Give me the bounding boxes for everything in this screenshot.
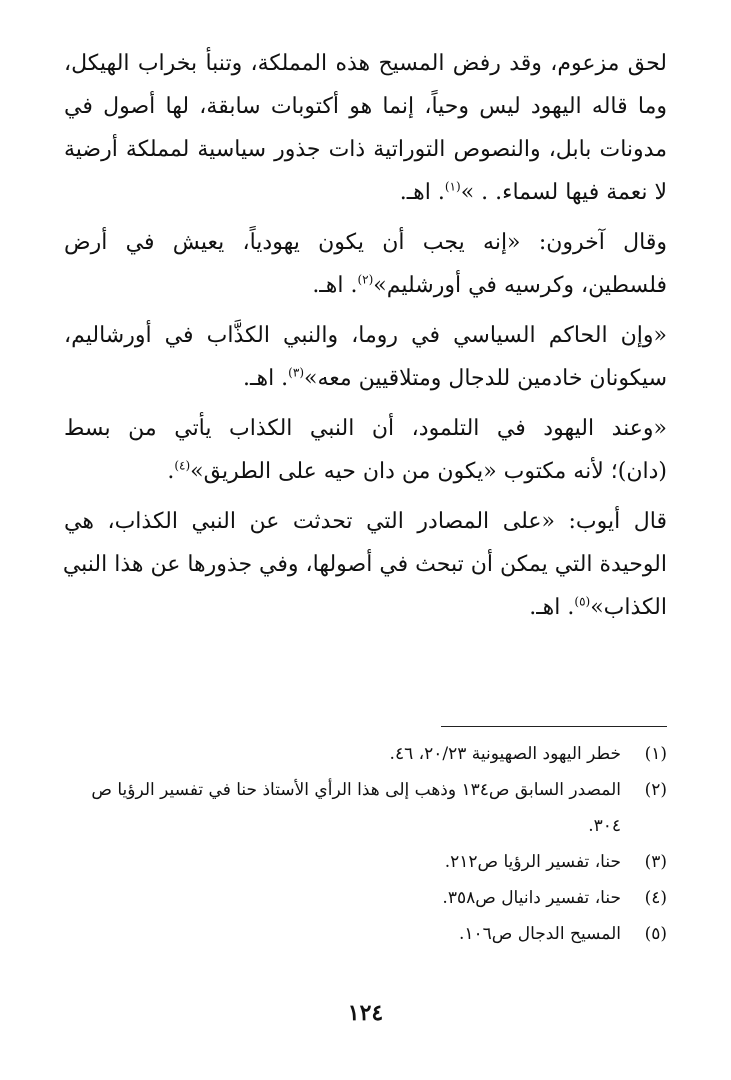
footnote-3: [64, 844, 667, 880]
text-fragment: لا نعمة فيها لسماء. . »: [460, 180, 667, 205]
text-fragment: فلسطين، وكرسيه في أورشليم»: [373, 273, 667, 298]
paragraph-5: [64, 500, 667, 629]
footnote-ref-2[interactable]: (٢): [357, 272, 374, 287]
page-number: ١٢٤: [347, 1000, 384, 1026]
text-line: مدونات بابل، والنصوص التوراتية ذات جذور سياسية لمملكة أرضية: [64, 137, 667, 162]
text-line: وقال آخرون: «إنه يجب أن يكون يهودياً، يعيش في أرض: [64, 230, 667, 255]
footnote-text: المسيح الدجال ص١٠٦.: [458, 924, 621, 944]
text-line: الوحيدة التي يمكن أن تبحث في أصولها، وفي جذورها عن هذا النبي: [62, 552, 667, 577]
footnote-ref-1[interactable]: (١): [444, 179, 461, 194]
footnote-5: [64, 916, 667, 952]
footnote-number: (١): [644, 744, 667, 764]
footnote-text: خطر اليهود الصهيونية ٢٠/٢٣، ٤٦.: [389, 744, 621, 764]
paragraph-1: [64, 42, 667, 214]
footnote-4: [64, 880, 667, 916]
text-line: لحق مزعوم، وقد رفض المسيح هذه المملكة، وتنبأ بخراب الهيكل،: [64, 51, 667, 76]
text-tail: . اهـ.: [529, 595, 575, 620]
footnote-number: (٢): [644, 780, 667, 800]
text-line-last: [64, 357, 667, 400]
text-tail: . اهـ.: [399, 180, 445, 205]
text-tail: . اهـ.: [243, 366, 289, 391]
footnote-number: (٥): [644, 924, 667, 944]
footnote-number: (٤): [644, 888, 667, 908]
paragraph-2: [64, 221, 667, 307]
text-line: وما قاله اليهود ليس وحياً، إنما هو أكتوبات سابقة، لها أصول في: [64, 94, 667, 119]
text-line: «وإن الحاكم السياسي في روما، والنبي الكذَّاب في أورشاليم،: [64, 323, 667, 348]
text-line-last: [64, 586, 667, 629]
text-fragment: الكذاب»: [590, 595, 667, 620]
text-tail: .: [167, 459, 175, 484]
text-line: «وعند اليهود في التلمود، أن النبي الكذاب يأتي من بسط: [64, 416, 667, 441]
footnote-2: [64, 772, 667, 844]
text-fragment: (دان)؛ لأنه مكتوب «يكون من دان حيه على الطريق»: [190, 459, 667, 484]
footnote-ref-5[interactable]: (٥): [574, 594, 591, 609]
paragraph-4: [64, 407, 667, 493]
text-tail: . اهـ.: [312, 273, 358, 298]
footnote-text: حنا، تفسير دانيال ص٣٥٨.: [442, 888, 621, 908]
main-text: [64, 42, 667, 636]
footnote-ref-4[interactable]: (٤): [174, 458, 191, 473]
text-line: قال أيوب: «على المصادر التي تحدثت عن النبي الكذاب، هي: [64, 509, 667, 534]
footnote-1: [64, 736, 667, 772]
text-line-last: [64, 264, 667, 307]
footnote-text: المصدر السابق ص١٣٤ وذهب إلى هذا الرأي الأستاذ حنا في تفسير الرؤيا ص ٣٠٤.: [91, 780, 621, 836]
footnotes: [64, 736, 667, 952]
footnote-ref-3[interactable]: (٣): [288, 365, 304, 380]
footnote-divider: [441, 726, 667, 727]
footnote-number: (٣): [644, 852, 667, 872]
text-line-last: [64, 450, 667, 493]
text-fragment: سيكونان خادمين للدجال ومتلاقيين معه»: [304, 366, 667, 391]
paragraph-3: [64, 314, 667, 400]
footnote-text: حنا، تفسير الرؤيا ص٢١٢.: [444, 852, 621, 872]
text-line-last: [64, 171, 667, 214]
